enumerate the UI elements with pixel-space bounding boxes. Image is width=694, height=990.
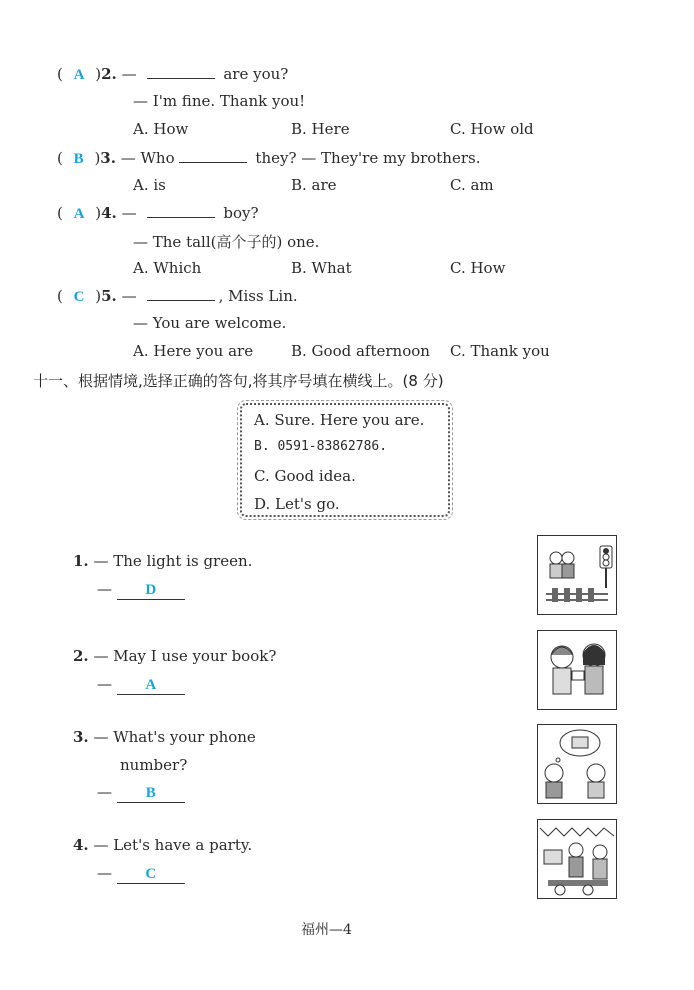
stem-prefix: — [121,287,137,305]
dash: — [97,675,112,693]
paren-open: ( [57,149,63,167]
mc-question-3 [57,148,480,168]
paren-open: ( [57,204,63,222]
option-c: C. How old [450,120,534,138]
page-footer: 福州—4 [301,922,352,938]
mc-answer: A [73,206,85,222]
choice-a: A. Sure. Here you are. [254,411,425,429]
dialog-line-2: number? [120,756,188,774]
paren-close: ) [95,204,102,222]
phone-thought-picture [537,724,617,804]
option-b: B. are [291,176,337,194]
party-picture [537,819,617,899]
option-b: B. Here [291,120,350,138]
question-number: 5. [101,287,117,305]
dialog-line: — Let's have a party. [93,836,253,854]
question-number: 2. [101,65,117,83]
dialog-4 [73,836,252,854]
reply-line: — You are welcome. [133,314,287,332]
reply-line: — I'm fine. Thank you! [133,92,306,110]
dash: — [97,580,112,598]
answer-blank [179,148,247,163]
section-title: 十一、根据情境,选择正确的答句,将其序号填在横线上。(8 分) [33,372,444,390]
paren-open: ( [57,65,63,83]
paren-close: ) [95,65,102,83]
dialog-answer-row [97,675,185,695]
mc-answer: B [73,151,84,167]
option-a: A. Which [133,259,202,277]
choice-b: B. 0591-83862786. [254,439,388,454]
question-number: 2. [73,647,89,665]
paren-open: ( [57,287,63,305]
option-a: A. Here you are [133,342,254,360]
answer-blank [147,203,215,218]
mc-question-5 [57,286,298,306]
answer-blank [147,286,215,301]
option-b: B. Good afternoon [291,342,430,360]
dialog-answer-row [97,783,185,803]
answer-fill: C [117,866,185,884]
stem-suffix: they? — They're my brothers. [255,149,481,167]
answer-fill: D [117,582,185,600]
stem-prefix: — [121,65,137,83]
dialog-line: — What's your phone [93,728,256,746]
mc-question-4 [57,203,259,223]
option-a: A. is [133,176,166,194]
option-b: B. What [291,259,352,277]
answer-fill: A [117,677,185,695]
choice-c: C. Good idea. [254,467,356,485]
answer-fill: B [117,785,185,803]
stem-prefix: — [121,204,137,222]
mc-answer: A [73,67,85,83]
answer-blank [147,64,215,79]
dash: — [97,864,112,882]
reply-line: — The tall(高个子的) one. [133,233,320,251]
choice-d: D. Let's go. [254,495,340,513]
dialog-1 [73,552,252,570]
dialog-answer-row [97,580,185,600]
option-c: C. How [450,259,506,277]
traffic-light-picture [537,535,617,615]
dialog-line: — The light is green. [93,552,253,570]
mc-answer: C [73,289,85,305]
option-a: A. How [133,120,189,138]
stem-suffix: are you? [223,65,289,83]
question-number: 3. [73,728,89,746]
paren-close: ) [94,149,101,167]
dialog-2 [73,647,276,665]
option-c: C. Thank you [450,342,550,360]
mc-question-2 [57,64,288,84]
stem-prefix: — Who [120,149,175,167]
dash: — [97,783,112,801]
dialog-answer-row [97,864,185,884]
paren-close: ) [95,287,102,305]
question-number: 4. [73,836,89,854]
stem-suffix: boy? [223,204,259,222]
dialog-3 [73,728,256,746]
dialog-line: — May I use your book? [93,647,277,665]
option-c: C. am [450,176,494,194]
stem-suffix: , Miss Lin. [218,287,298,305]
two-girls-book-picture [537,630,617,710]
question-number: 4. [101,204,117,222]
question-number: 3. [100,149,116,167]
question-number: 1. [73,552,89,570]
